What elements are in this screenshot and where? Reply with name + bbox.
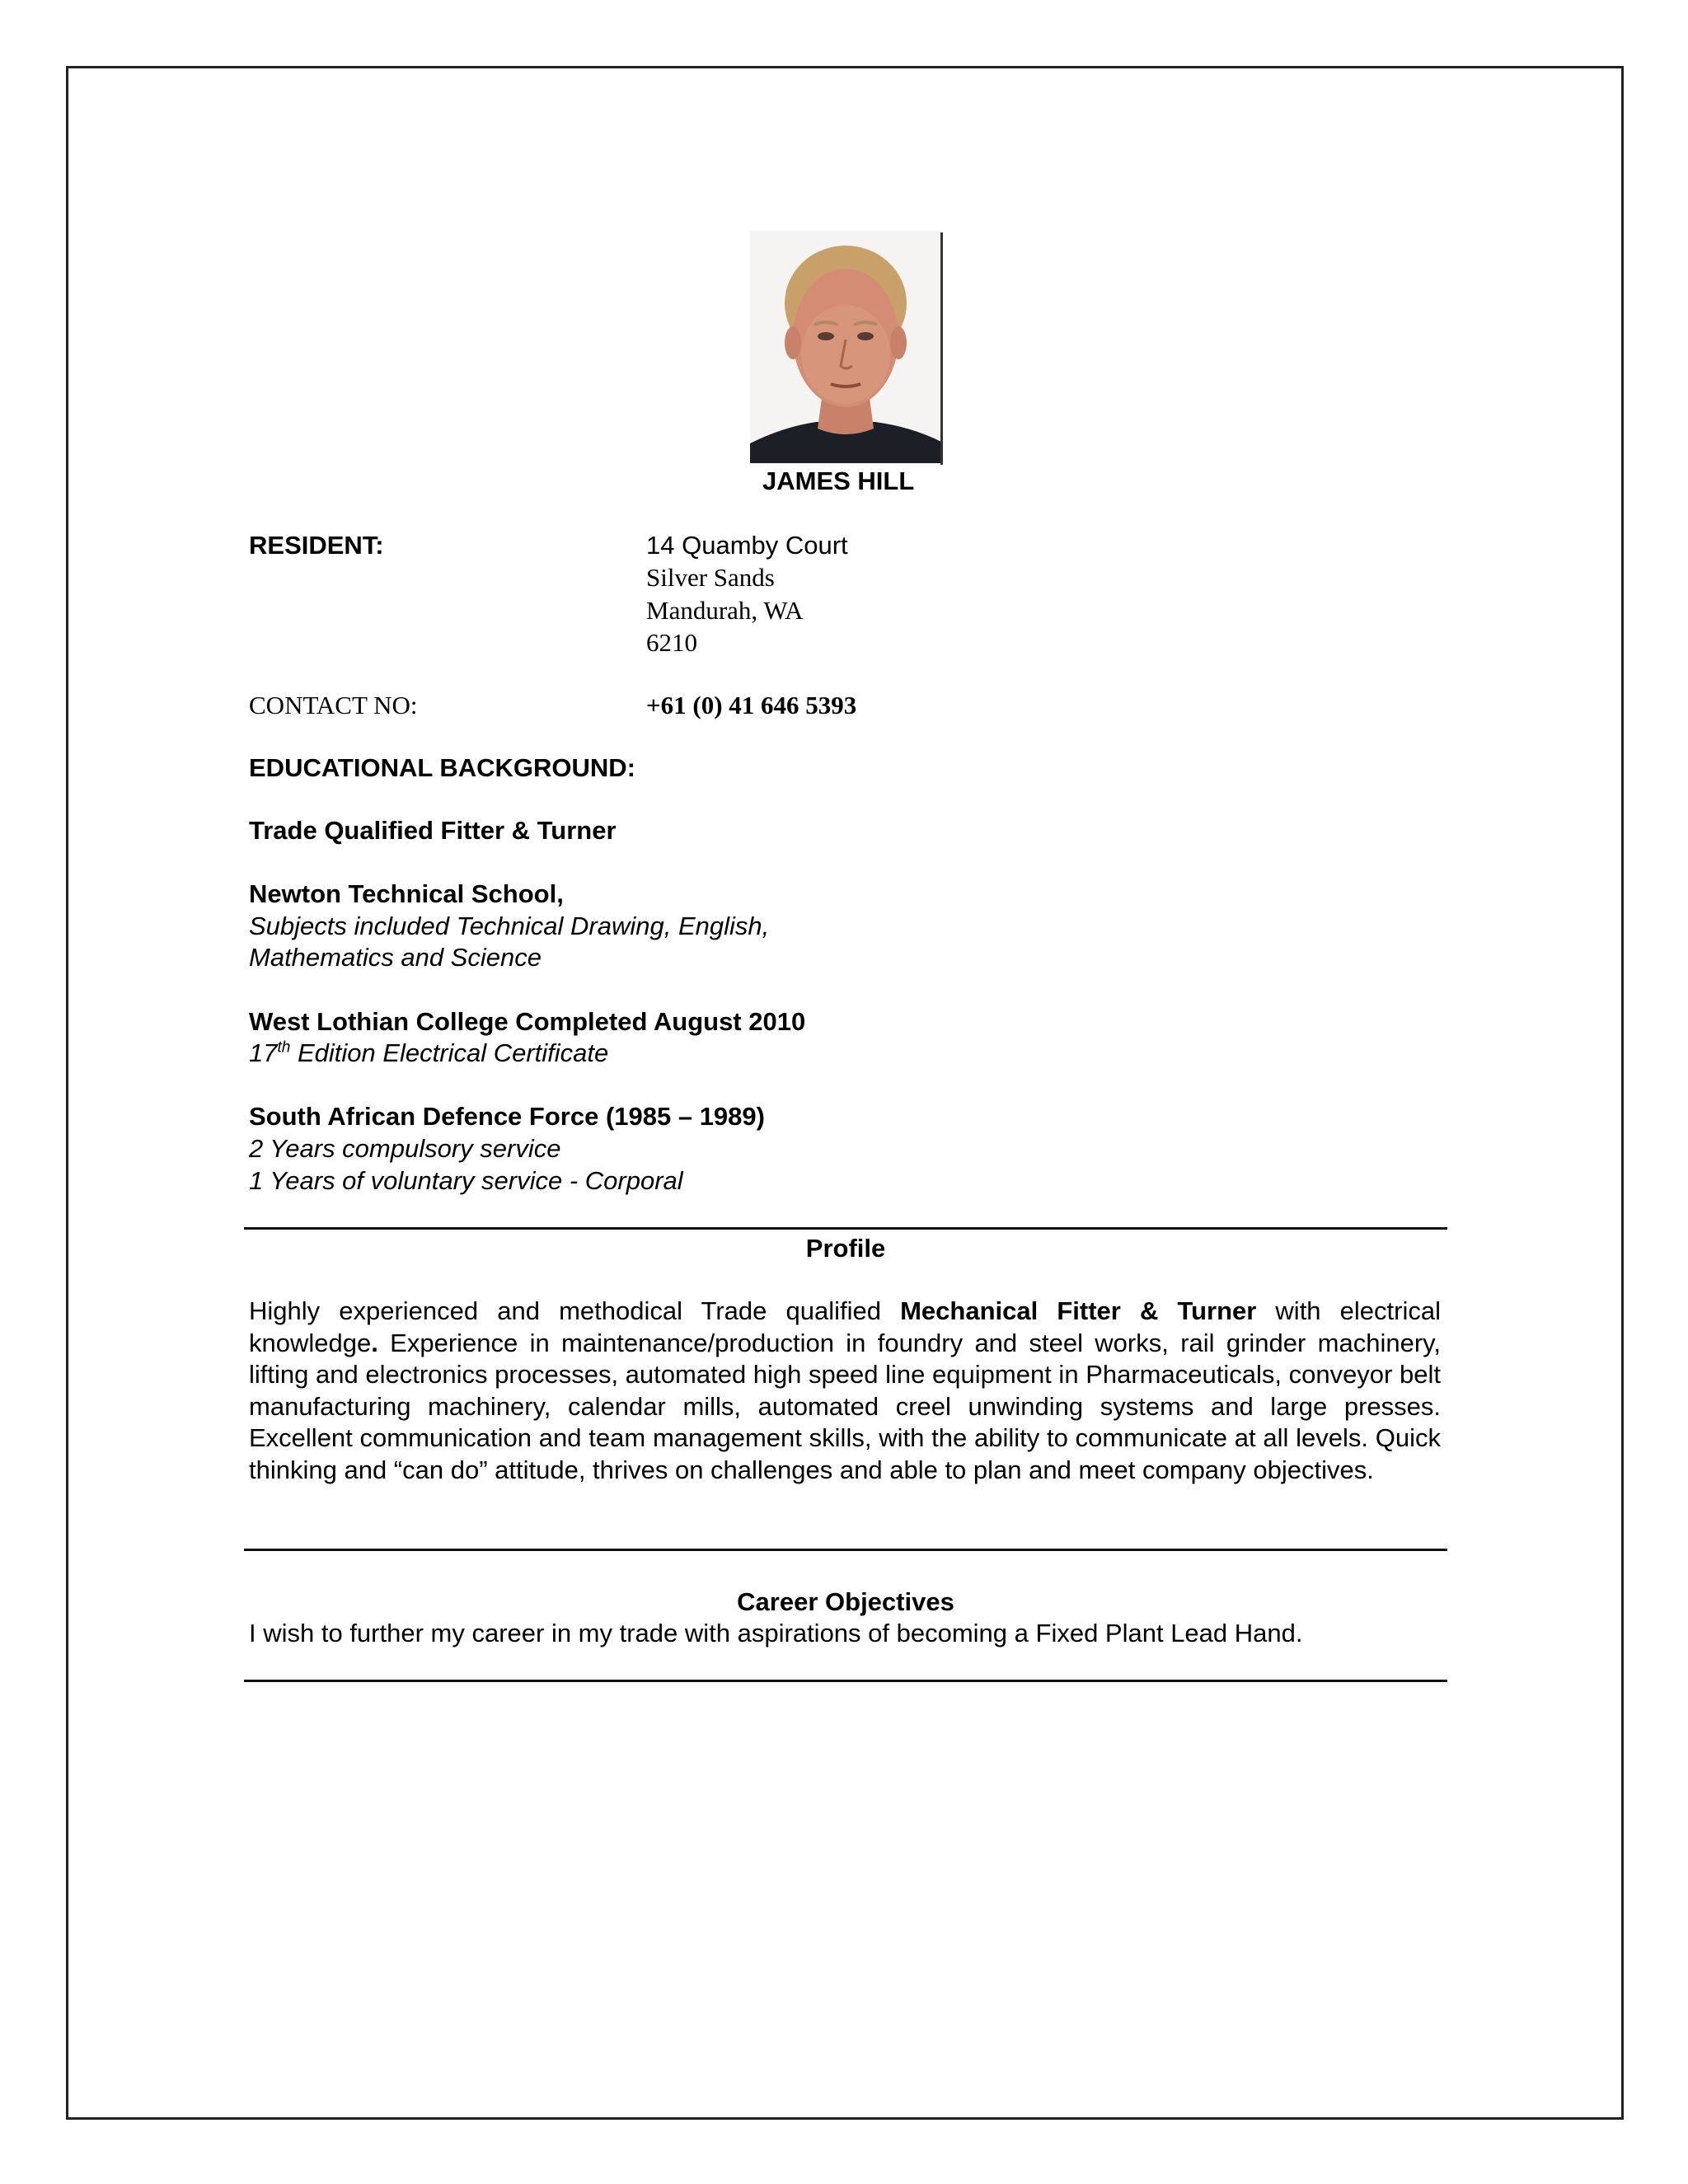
portrait-photo-icon [750,231,941,463]
defence-title: South African Defence Force (1985 – 1989) [249,1102,765,1131]
profile-heading: Profile [805,1234,886,1263]
career-text: I wish to further my career in my trade with aspirations of becoming a Fixed Plant Lead Hand. [249,1619,1303,1647]
candidate-name: JAMES HILL [762,466,915,495]
career-heading: Career Objectives [737,1587,954,1616]
college-certificate [249,1038,608,1068]
trade-qualification: Trade Qualified Fitter & Turner [249,816,617,845]
contact-label: CONTACT NO: [249,691,418,719]
contact-number: +61 (0) 41 646 5393 [646,691,857,719]
divider-profile-top [244,1227,1447,1230]
resident-label: RESIDENT: [249,531,384,560]
address-line-2: Silver Sands [646,563,775,592]
certificate-edition-suffix: th [277,1038,291,1057]
photo-edge-line [940,232,943,465]
address-line-1: 14 Quamby Court [646,531,848,560]
profile-text-period: . [371,1328,378,1357]
divider-career-bottom [244,1680,1447,1682]
certificate-name: Edition Electrical Certificate [290,1038,609,1067]
defence-service-1: 2 Years compulsory service [249,1134,561,1163]
profile-text-details: Experience in maintenance/production in foundry and steel works, rail grinder machinery, lifting and electronics processes, automated high speed line equipment in Pharmaceuticals, conveyor belt manufacturing machinery, calendar mills, automated creel unwinding systems and large presses. Excellent communication and team management skills, with the ability to communicate at all levels. Quick thinking and “can do” attitude, thrives on challenges and able to plan and meet company objectives. [249,1328,1441,1484]
address-line-4: 6210 [646,628,697,657]
profile-text-intro: Highly experienced and methodical Trade qualified [249,1296,901,1325]
profile-text-trade: Mechanical Fitter & Turner [900,1296,1257,1325]
address-line-3: Mandurah, WA [646,596,804,625]
school-subjects-1: Subjects included Technical Drawing, English, [249,912,770,940]
profile-text-knowledge: with electrical knowledge [249,1296,1441,1357]
certificate-edition-number: 17 [249,1038,278,1067]
education-heading: EDUCATIONAL BACKGROUND: [249,753,635,782]
school-subjects-2: Mathematics and Science [249,943,542,972]
college-title: West Lothian College Completed August 2010 [249,1007,806,1036]
portrait-photo [750,231,941,463]
defence-service-2: 1 Years of voluntary service - Corporal [249,1166,683,1195]
profile-text [249,1296,1441,1486]
school-title: Newton Technical School, [249,879,564,908]
divider-career-top [244,1549,1447,1551]
